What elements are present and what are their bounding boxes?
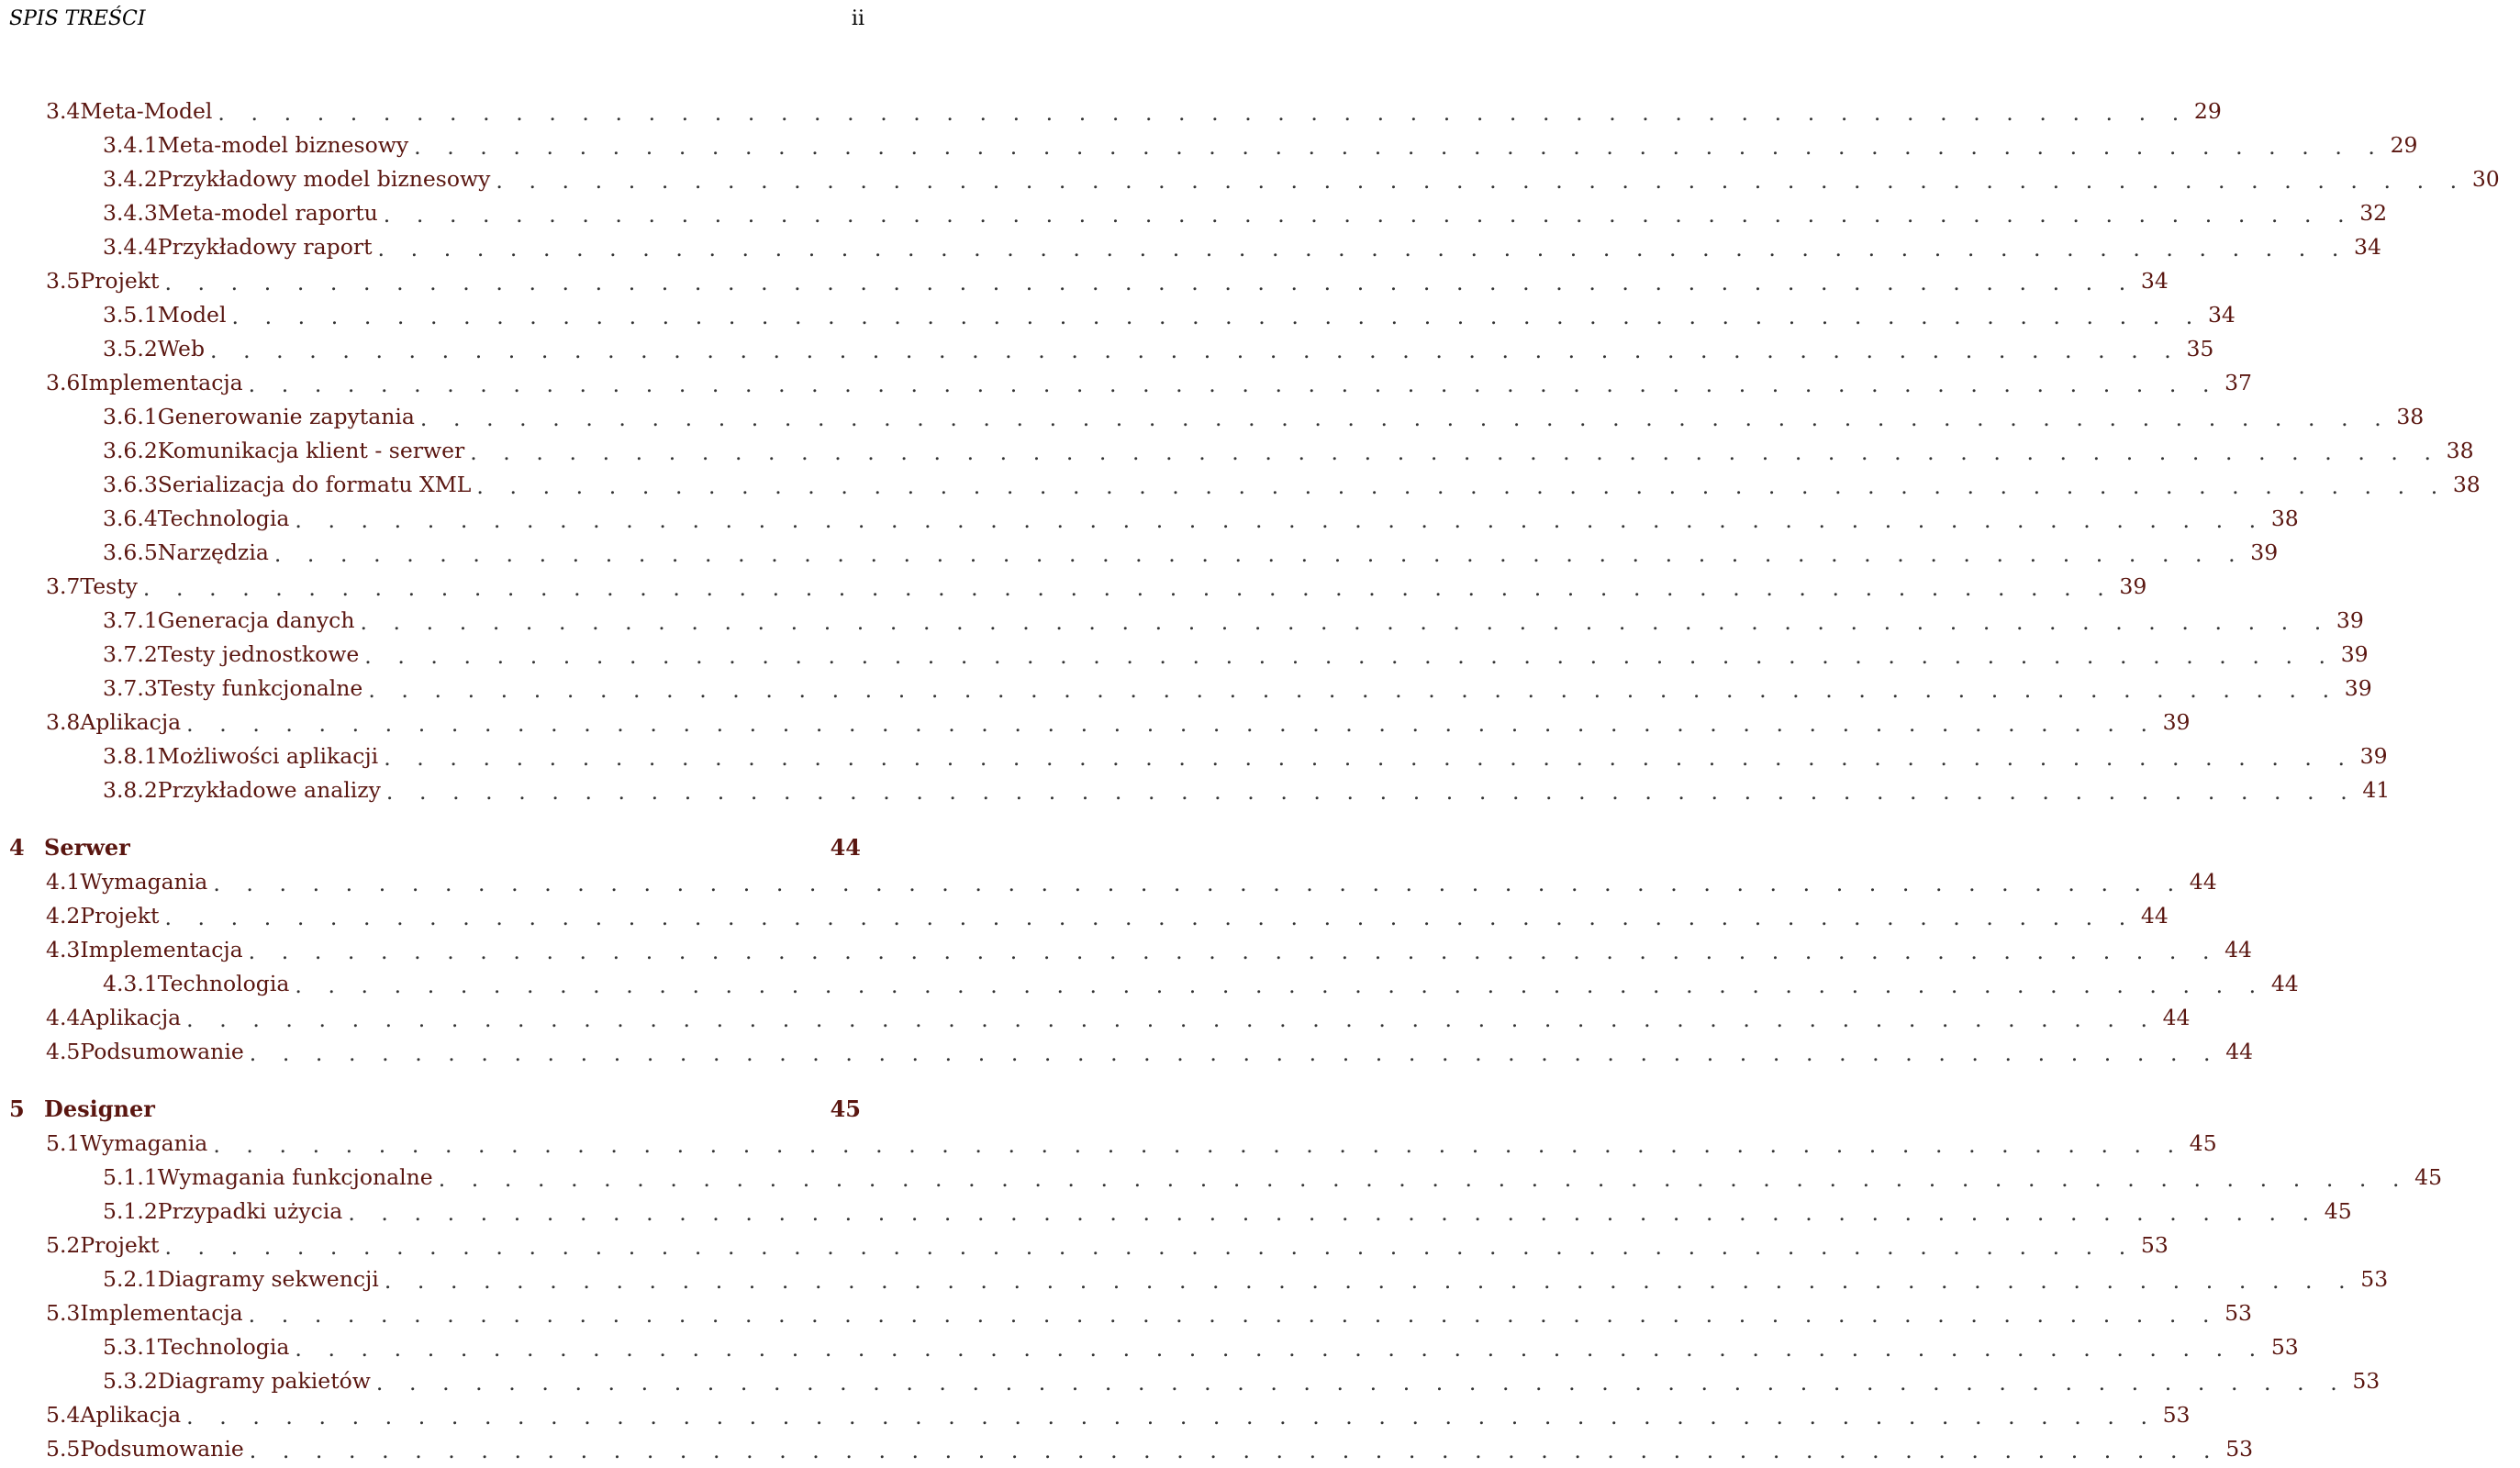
toc-entry-page: 53 bbox=[2140, 1231, 2169, 1258]
toc-subsection-entry[interactable] bbox=[0, 637, 2369, 671]
toc-subsection-entry[interactable] bbox=[0, 1194, 2352, 1228]
toc-entry-number: 3.8.2 bbox=[103, 776, 158, 803]
toc-entry-title: Aplikacja bbox=[80, 1004, 182, 1030]
dot-leader: . . . . . . . . . . . . . . . . . . . . . . . . . . . . . . . . . . . . . . . . . . . . . . . . . . . . . . . . . . . . bbox=[364, 642, 2336, 669]
toc-entry-title: Przykładowy raport bbox=[157, 233, 373, 260]
toc-entry-page: 53 bbox=[2225, 1299, 2253, 1326]
toc-entry-number: 3.6.4 bbox=[103, 505, 158, 531]
toc-entry-title: Serializacja do formatu XML bbox=[157, 471, 472, 497]
toc-entry-number: 5.1.2 bbox=[103, 1197, 158, 1224]
toc-entry-number: 4 bbox=[9, 834, 25, 861]
toc-entry-title: Designer bbox=[44, 1095, 155, 1122]
toc-entry-number: 5 bbox=[9, 1095, 25, 1122]
toc-entry-page: 44 bbox=[2189, 868, 2217, 895]
toc-entry-title: Projekt bbox=[80, 1231, 160, 1258]
dot-leader: . . . . . . . . . . . . . . . . . . . . . . . . . . . . . . . . . . . . . . . . . . . . . . . . . . . . . . . . . . . . bbox=[210, 337, 2181, 363]
toc-entry-number: 4.1 bbox=[46, 868, 81, 895]
toc-entry-number: 3.7.1 bbox=[103, 606, 158, 633]
dot-leader: . . . . . . . . . . . . . . . . . . . . . . . . . . . . . . . . . . . . . . . . . . . . . . . . . . . . . . . . . . . . bbox=[295, 972, 2266, 998]
dot-leader: . . . . . . . . . . . . . . . . . . . . . . . . . . . . . . . . . . . . . . . . . . . . . . . . . . . . . . . . . . . . bbox=[348, 1199, 2319, 1226]
toc-entry-title: Możliwości aplikacji bbox=[157, 742, 379, 769]
toc-section-entry[interactable] bbox=[0, 1126, 2217, 1160]
toc-entry-number: 5.3.2 bbox=[103, 1367, 158, 1394]
toc-entry-title: Technologia bbox=[157, 1333, 290, 1360]
toc-subsection-entry[interactable] bbox=[0, 433, 2474, 467]
toc-entry-title: Przykładowy model biznesowy bbox=[157, 165, 491, 192]
toc-entry-page: 34 bbox=[2207, 301, 2236, 328]
dot-leader: . . . . . . . . . . . . . . . . . . . . . . . . . . . . . . . . . . . . . . . . . . . . . . . . . . . . . . . . . . . . bbox=[273, 540, 2246, 567]
dot-leader: . . . . . . . . . . . . . . . . . . . . . . . . . . . . . . . . . . . . . . . . . . . . . . . . . . . . . . . . . . . . bbox=[419, 405, 2392, 431]
toc-entry-number: 3.7 bbox=[46, 573, 81, 599]
page-number: ii bbox=[851, 6, 864, 30]
toc-subsection-entry[interactable] bbox=[0, 773, 2391, 806]
dot-leader: . . . . . . . . . . . . . . . . . . . . . . . . . . . . . . . . . . . . . . . . . . . . . . . . . . . . . . . . . . . . bbox=[213, 1131, 2184, 1158]
toc-entry-number: 3.4.3 bbox=[103, 199, 158, 226]
toc-entry-page: 53 bbox=[2225, 1435, 2254, 1462]
running-header-title: SPIS TREŚCI bbox=[9, 6, 146, 30]
toc-entry-title: Projekt bbox=[80, 902, 160, 929]
toc-entry-page: 35 bbox=[2186, 335, 2214, 361]
dot-leader: . . . . . . . . . . . . . . . . . . . . . . . . . . . . . . . . . . . . . . . . . . . . . . . . . . . . . . . . . . . . bbox=[186, 1006, 2158, 1032]
toc-entry-page: 38 bbox=[2446, 437, 2474, 463]
toc-entry-number: 3.6 bbox=[46, 369, 81, 395]
toc-entry-number: 3.4 bbox=[46, 97, 81, 124]
toc-entry-page: 41 bbox=[2362, 776, 2391, 803]
toc-entry-title: Serwer bbox=[44, 834, 130, 861]
toc-entry-title: Przypadki użycia bbox=[157, 1197, 343, 1224]
dot-leader: . . . . . . . . . . . . . . . . . . . . . . . . . . . . . . . . . . . . . . . . . . . . . . . . . . . . . . . . . . . . bbox=[213, 870, 2184, 896]
toc-entry-page: 34 bbox=[2140, 267, 2169, 294]
toc-subsection-entry[interactable] bbox=[0, 161, 2500, 195]
toc-entry-title: Testy funkcjonalne bbox=[157, 674, 363, 701]
toc-entry-title: Testy jednostkowe bbox=[157, 640, 360, 667]
toc-entry-title: Meta-model raportu bbox=[157, 199, 378, 226]
toc-section-entry[interactable] bbox=[0, 932, 2253, 966]
toc-chapter-entry[interactable] bbox=[0, 1092, 881, 1126]
toc-entry-number: 4.3 bbox=[46, 936, 81, 962]
dot-leader: . . . . . . . . . . . . . . . . . . . . . . . . . . . . . . . . . . . . . . . . . . . . . . . . . . . . . . . . . . . . bbox=[384, 1267, 2356, 1294]
toc-entry-page: 53 bbox=[2270, 1333, 2299, 1360]
toc-entry-number: 4.2 bbox=[46, 902, 81, 929]
toc-entry-page: 45 bbox=[2324, 1197, 2352, 1224]
dot-leader: . . . . . . . . . . . . . . . . . . . . . . . . . . . . . . . . . . . . . . . . . . . . . . . . . . . . . . . . . . . . bbox=[375, 1369, 2347, 1396]
toc-entry-number: 3.6.5 bbox=[103, 539, 158, 565]
toc-chapter-entry[interactable] bbox=[0, 830, 881, 864]
toc-entry-page: 44 bbox=[830, 834, 861, 861]
toc-entry-page: 44 bbox=[2270, 970, 2299, 996]
toc-entry-number: 5.4 bbox=[46, 1401, 81, 1428]
toc-section-entry[interactable] bbox=[0, 1034, 2254, 1068]
toc-entry-title: Implementacja bbox=[80, 369, 243, 395]
toc-entry-number: 5.3.1 bbox=[103, 1333, 158, 1360]
toc-subsection-entry[interactable] bbox=[0, 331, 2214, 365]
toc-entry-title: Model bbox=[157, 301, 227, 328]
toc-entry-number: 4.3.1 bbox=[103, 970, 158, 996]
toc-entry-number: 3.6.3 bbox=[103, 471, 158, 497]
toc-subsection-entry[interactable] bbox=[0, 297, 2236, 331]
dot-leader: . . . . . . . . . . . . . . . . . . . . . . . . . . . . . . . . . . . . . . . . . . . . . . . . . . . . . . . . . . . . bbox=[164, 269, 2135, 295]
dot-leader: . . . . . . . . . . . . . . . . . . . . . . . . . . . . . . . . . . . . . . . . . . . . . . . . . . . . . . . . . . . . bbox=[384, 744, 2355, 771]
dot-leader: . . . . . . . . . . . . . . . . . . . . . . . . . . . . . . . . . . . . . . . . . . . . . . . . . . . . . . . . . . . . bbox=[476, 473, 2448, 499]
dot-leader: . . . . . . . . . . . . . . . . . . . . . . . . . . . . . . . . . . . . . . . . . . . . . . . . . . . . . . . . . . . . bbox=[142, 574, 2114, 601]
toc-entry-page: 45 bbox=[2189, 1129, 2217, 1156]
dot-leader: . . . . . . . . . . . . . . . . . . . . . . . . . . . . . . . . . . . . . . . . . . . . . . . . . . . . . . . . . . . . bbox=[385, 778, 2358, 805]
toc-entry-title: Narzędzia bbox=[157, 539, 269, 565]
toc-entry-title: Wymagania funkcjonalne bbox=[157, 1163, 433, 1190]
toc-entry-page: 38 bbox=[2270, 505, 2299, 531]
dot-leader: . . . . . . . . . . . . . . . . . . . . . . . . . . . . . . . . . . . . . . . . . . . . . . . . . . . . . . . . . . . . bbox=[231, 303, 2202, 329]
toc-subsection-entry[interactable] bbox=[0, 501, 2299, 535]
toc-entry-page: 39 bbox=[2359, 742, 2388, 769]
toc-entry-number: 4.4 bbox=[46, 1004, 81, 1030]
toc-entry-page: 37 bbox=[2225, 369, 2253, 395]
toc-section-entry[interactable] bbox=[0, 864, 2217, 898]
toc-subsection-entry[interactable] bbox=[0, 467, 2481, 501]
dot-leader: . . . . . . . . . . . . . . . . . . . . . . . . . . . . . . . . . . . . . . . . . . . . . . . . . . . . . . . . . . . . bbox=[368, 676, 2339, 703]
toc-subsection-entry[interactable] bbox=[0, 1329, 2299, 1363]
toc-entry-page: 39 bbox=[2250, 539, 2279, 565]
toc-entry-number: 3.6.2 bbox=[103, 437, 158, 463]
table-of-contents bbox=[0, 94, 2500, 1465]
toc-entry-title: Diagramy pakietów bbox=[157, 1367, 371, 1394]
toc-entry-title: Generowanie zapytania bbox=[157, 403, 415, 429]
toc-section-entry[interactable] bbox=[0, 94, 2222, 128]
toc-entry-number: 5.5 bbox=[46, 1435, 81, 1462]
toc-entry-number: 5.1.1 bbox=[103, 1163, 158, 1190]
toc-entry-number: 5.3 bbox=[46, 1299, 81, 1326]
toc-entry-number: 5.1 bbox=[46, 1129, 81, 1156]
toc-entry-page: 34 bbox=[2354, 233, 2381, 260]
toc-entry-title: Aplikacja bbox=[80, 1401, 182, 1428]
toc-subsection-entry[interactable] bbox=[0, 603, 2364, 637]
toc-entry-title: Wymagania bbox=[80, 868, 208, 895]
toc-entry-number: 5.2 bbox=[46, 1231, 81, 1258]
toc-entry-number: 3.4.2 bbox=[103, 165, 158, 192]
toc-entry-page: 44 bbox=[2225, 936, 2253, 962]
toc-entry-title: Aplikacja bbox=[80, 708, 182, 735]
dot-leader: . . . . . . . . . . . . . . . . . . . . . . . . . . . . . . . . . . . . . . . . . . . . . . . . . . . . . . . . . . . . bbox=[377, 235, 2348, 261]
dot-leader: . . . . . . . . . . . . . . . . . . . . . . . . . . . . . . . . . . . . . . . . . . . . . . . . . . . . . . . . . . . . bbox=[414, 133, 2385, 160]
dot-leader: . . . . . . . . . . . . . . . . . . . . . . . . . . . . . . . . . . . . . . . . . . . . . . . . . . . . . . . . . . . . bbox=[186, 1403, 2158, 1429]
toc-entry-page: 45 bbox=[2414, 1163, 2443, 1190]
toc-subsection-entry[interactable] bbox=[0, 671, 2372, 705]
toc-entry-page: 39 bbox=[2162, 708, 2191, 735]
toc-entry-number: 3.7.2 bbox=[103, 640, 158, 667]
dot-leader: . . . . . . . . . . . . . . . . . . . . . . . . . . . . . . . . . . . . . . . . . . . . . . . . . . . . . . . . . . . . bbox=[186, 710, 2158, 737]
toc-entry-number: 3.4.1 bbox=[103, 131, 158, 158]
toc-entry-number: 4.5 bbox=[46, 1038, 81, 1064]
toc-entry-title: Przykładowe analizy bbox=[157, 776, 381, 803]
toc-section-entry[interactable] bbox=[0, 1228, 2169, 1262]
toc-entry-number: 5.2.1 bbox=[103, 1265, 158, 1292]
toc-entry-number: 3.4.4 bbox=[103, 233, 158, 260]
toc-entry-page: 32 bbox=[2359, 199, 2388, 226]
toc-entry-number: 3.5.1 bbox=[103, 301, 158, 328]
toc-entry-page: 29 bbox=[2193, 97, 2222, 124]
toc-section-entry[interactable] bbox=[0, 569, 2147, 603]
running-header bbox=[9, 0, 864, 37]
toc-entry-number: 3.8 bbox=[46, 708, 81, 735]
dot-leader: . . . . . . . . . . . . . . . . . . . . . . . . . . . . . . . . . . . . . . . . . . . . . . . . . . . . . . . . . . . . bbox=[249, 1437, 2221, 1463]
toc-entry-number: 3.8.1 bbox=[103, 742, 158, 769]
toc-entry-page: 39 bbox=[2336, 606, 2364, 633]
toc-entry-title: Podsumowanie bbox=[80, 1038, 244, 1064]
toc-entry-title: Komunikacja klient - serwer bbox=[157, 437, 465, 463]
toc-entry-page: 30 bbox=[2471, 165, 2500, 192]
toc-entry-page: 44 bbox=[2162, 1004, 2191, 1030]
toc-subsection-entry[interactable] bbox=[0, 966, 2299, 1000]
dot-leader: . . . . . . . . . . . . . . . . . . . . . . . . . . . . . . . . . . . . . . . . . . . . . . . . . . . . . . . . . . . . bbox=[470, 439, 2441, 465]
toc-entry-title: Implementacja bbox=[80, 1299, 243, 1326]
toc-entry-page: 45 bbox=[830, 1095, 861, 1122]
toc-entry-title: Technologia bbox=[157, 970, 290, 996]
toc-entry-title: Wymagania bbox=[80, 1129, 208, 1156]
toc-entry-title: Projekt bbox=[80, 267, 160, 294]
toc-entry-title: Diagramy sekwencji bbox=[157, 1265, 379, 1292]
dot-leader: . . . . . . . . . . . . . . . . . . . . . . . . . . . . . . . . . . . . . . . . . . . . . . . . . . . . . . . . . . . . bbox=[360, 608, 2331, 635]
toc-entry-page: 53 bbox=[2352, 1367, 2381, 1394]
toc-subsection-entry[interactable] bbox=[0, 399, 2425, 433]
dot-leader: . . . . . . . . . . . . . . . . . . . . . . . . . . . . . . . . . . . . . . . . . . . . . . . . . . . . . . . . . . . . bbox=[438, 1165, 2410, 1192]
toc-section-entry[interactable] bbox=[0, 898, 2169, 932]
toc-entry-title: Meta-Model bbox=[80, 97, 213, 124]
toc-entry-number: 3.5.2 bbox=[103, 335, 158, 361]
toc-section-entry[interactable] bbox=[0, 1296, 2253, 1329]
toc-entry-page: 38 bbox=[2452, 471, 2481, 497]
dot-leader: . . . . . . . . . . . . . . . . . . . . . . . . . . . . . . . . . . . . . . . . . . . . . . . . . . . . . . . . . . . . bbox=[164, 1233, 2135, 1260]
dot-leader: . . . . . . . . . . . . . . . . . . . . . . . . . . . . . . . . . . . . . . . . . . . . . . . . . . . . . . . . . . . . bbox=[383, 201, 2355, 228]
toc-subsection-entry[interactable] bbox=[0, 1160, 2443, 1194]
toc-entry-title: Web bbox=[157, 335, 205, 361]
toc-section-entry[interactable] bbox=[0, 1397, 2191, 1431]
toc-entry-page: 53 bbox=[2360, 1265, 2389, 1292]
dot-leader: . . . . . . . . . . . . . . . . . . . . . . . . . . . . . . . . . . . . . . . . . . . . . . . . . . . . . . . . . . . . bbox=[295, 1335, 2266, 1362]
toc-section-entry[interactable] bbox=[0, 705, 2191, 739]
toc-entry-page: 39 bbox=[2340, 640, 2369, 667]
dot-leader: . . . . . . . . . . . . . . . . . . . . . . . . . . . . . . . . . . . . . . . . . . . . . . . . . . . . . . . . . . . . bbox=[295, 506, 2266, 533]
toc-entry-number: 3.5 bbox=[46, 267, 81, 294]
dot-leader: . . . . . . . . . . . . . . . . . . . . . . . . . . . . . . . . . . . . . . . . . . . . . . . . . . . . . . . . . . . . bbox=[496, 167, 2467, 194]
toc-subsection-entry[interactable] bbox=[0, 739, 2388, 773]
toc-entry-title: Podsumowanie bbox=[80, 1435, 244, 1462]
dot-leader: . . . . . . . . . . . . . . . . . . . . . . . . . . . . . . . . . . . . . . . . . . . . . . . . . . . . . . . . . . . . bbox=[248, 371, 2220, 397]
toc-entry-page: 44 bbox=[2225, 1038, 2254, 1064]
toc-section-entry[interactable] bbox=[0, 1431, 2254, 1465]
dot-leader: . . . . . . . . . . . . . . . . . . . . . . . . . . . . . . . . . . . . . . . . . . . . . . . . . . . . . . . . . . . . bbox=[248, 938, 2220, 964]
toc-entry-page: 29 bbox=[2390, 131, 2418, 158]
toc-entry-title: Generacja danych bbox=[157, 606, 355, 633]
dot-leader: . . . . . . . . . . . . . . . . . . . . . . . . . . . . . . . . . . . . . . . . . . . . . . . . . . . . . . . . . . . . bbox=[164, 904, 2135, 930]
toc-entry-number: 3.7.3 bbox=[103, 674, 158, 701]
toc-entry-title: Technologia bbox=[157, 505, 290, 531]
dot-leader: . . . . . . . . . . . . . . . . . . . . . . . . . . . . . . . . . . . . . . . . . . . . . . . . . . . . . . . . . . . . bbox=[248, 1301, 2220, 1328]
toc-entry-page: 44 bbox=[2140, 902, 2169, 929]
toc-entry-page: 39 bbox=[2344, 674, 2372, 701]
toc-entry-title: Testy bbox=[80, 573, 138, 599]
toc-entry-page: 38 bbox=[2396, 403, 2425, 429]
toc-subsection-entry[interactable] bbox=[0, 195, 2388, 229]
toc-section-entry[interactable] bbox=[0, 1000, 2191, 1034]
toc-entry-title: Meta-model biznesowy bbox=[157, 131, 409, 158]
toc-subsection-entry[interactable] bbox=[0, 128, 2418, 161]
toc-subsection-entry[interactable] bbox=[0, 535, 2279, 569]
dot-leader: . . . . . . . . . . . . . . . . . . . . . . . . . . . . . . . . . . . . . . . . . . . . . . . . . . . . . . . . . . . . bbox=[249, 1040, 2221, 1066]
toc-section-entry[interactable] bbox=[0, 263, 2169, 297]
toc-entry-page: 39 bbox=[2119, 573, 2147, 599]
toc-section-entry[interactable] bbox=[0, 365, 2253, 399]
toc-entry-number: 3.6.1 bbox=[103, 403, 158, 429]
toc-subsection-entry[interactable] bbox=[0, 229, 2381, 263]
toc-entry-page: 53 bbox=[2162, 1401, 2191, 1428]
toc-subsection-entry[interactable] bbox=[0, 1363, 2381, 1397]
dot-leader: . . . . . . . . . . . . . . . . . . . . . . . . . . . . . . . . . . . . . . . . . . . . . . . . . . . . . . . . . . . . bbox=[217, 99, 2189, 126]
toc-entry-title: Implementacja bbox=[80, 936, 243, 962]
toc-subsection-entry[interactable] bbox=[0, 1262, 2389, 1296]
